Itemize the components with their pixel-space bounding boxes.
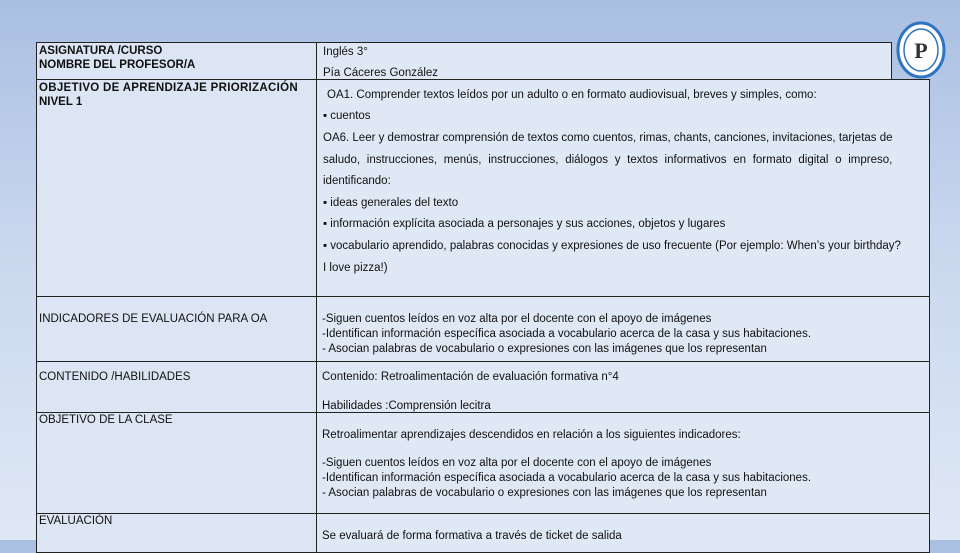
oa6-bullet3-line2: I love pizza!)	[323, 262, 388, 274]
evaluacion-text: Se evaluará de forma formativa a través de ticket de salida	[322, 530, 622, 542]
evaluacion-content-cell	[316, 513, 930, 553]
school-logo	[896, 21, 946, 79]
objetivo-clase-line2: -Identifican información específica asociada a vocabulario acerca de la casa y sus habitaciones.	[322, 472, 812, 484]
contenido-label-cell	[36, 361, 318, 413]
oa6-bullet3-line1: ▪ vocabulario aprendido, palabras conocidas y expresiones de uso frecuente (Por ejemplo: When’s your birthday?	[323, 240, 901, 252]
evaluacion-label-cell	[36, 513, 318, 553]
objetivo-clase-line1: -Siguen cuentos leídos en voz alta por el docente con el apoyo de imágenes	[322, 457, 712, 469]
oa6-line1: OA6. Leer y demostrar comprensión de textos como cuentos, rimas, chants, canciones, invitaciones, tarjetas de	[323, 132, 893, 144]
indicadores-line3: - Asocian palabras de vocabulario o expresiones con las imágenes que los representan	[322, 343, 767, 355]
contenido-label: CONTENIDO /HABILIDADES	[39, 371, 191, 383]
oa6-bullet1: ▪ ideas generales del texto	[323, 197, 459, 209]
asignatura-value: Inglés 3°	[323, 46, 368, 58]
oa6-line3: identificando:	[323, 175, 391, 187]
profesor-label: NOMBRE DEL PROFESOR/A	[39, 59, 196, 71]
profesor-value: Pía Cáceres González	[323, 67, 439, 79]
oa1-text: OA1. Comprender textos leídos por un adulto o en formato audiovisual, breves y simples, como:	[327, 89, 817, 101]
asignatura-label-cell	[36, 42, 318, 80]
objetivo-clase-label: OBJETIVO DE LA CLASE	[39, 414, 173, 426]
objetivo-aprendizaje-label-line2: NIVEL 1	[39, 96, 83, 108]
objetivo-clase-line3: - Asocian palabras de vocabulario o expresiones con las imágenes que los representan	[322, 487, 767, 499]
asignatura-label: ASIGNATURA /CURSO	[39, 45, 163, 57]
indicadores-label-cell	[36, 296, 318, 362]
objetivo-aprendizaje-label-line1: OBJETIVO DE APRENDIZAJE PRIORIZACIÓN	[39, 82, 298, 94]
asignatura-value-cell	[316, 42, 892, 80]
objetivo-aprendizaje-label-cell	[36, 79, 318, 297]
oa6-line2: saludo, instrucciones, menús, instrucciones, diálogos y textos informativos en formato digital o impreso,	[323, 154, 893, 166]
oa6-bullet2: ▪ información explícita asociada a personajes y sus acciones, objetos y lugares	[323, 218, 726, 230]
objetivo-clase-intro: Retroalimentar aprendizajes descendidos en relación a los siguientes indicadores:	[322, 429, 741, 441]
objetivo-clase-content-cell	[316, 412, 930, 514]
contenido-text: Contenido: Retroalimentación de evaluación formativa n°4	[322, 371, 619, 383]
indicadores-content-cell	[316, 296, 930, 362]
indicadores-line1: -Siguen cuentos leídos en voz alta por el docente con el apoyo de imágenes	[322, 313, 712, 325]
habilidades-text: Habilidades :Comprensión lecitra	[322, 400, 491, 412]
contenido-content-cell	[316, 361, 930, 413]
oa1-bullet: ▪ cuentos	[323, 110, 371, 122]
indicadores-line2: -Identifican información específica asociada a vocabulario acerca de la casa y sus habitaciones.	[322, 328, 812, 340]
logo-initials: P	[914, 38, 928, 63]
evaluacion-label: EVALUACIÓN	[39, 515, 113, 527]
objetivo-clase-label-cell	[36, 412, 318, 514]
objetivo-aprendizaje-content-cell	[316, 79, 930, 297]
indicadores-label: INDICADORES DE EVALUACIÓN PARA OA	[39, 313, 268, 325]
